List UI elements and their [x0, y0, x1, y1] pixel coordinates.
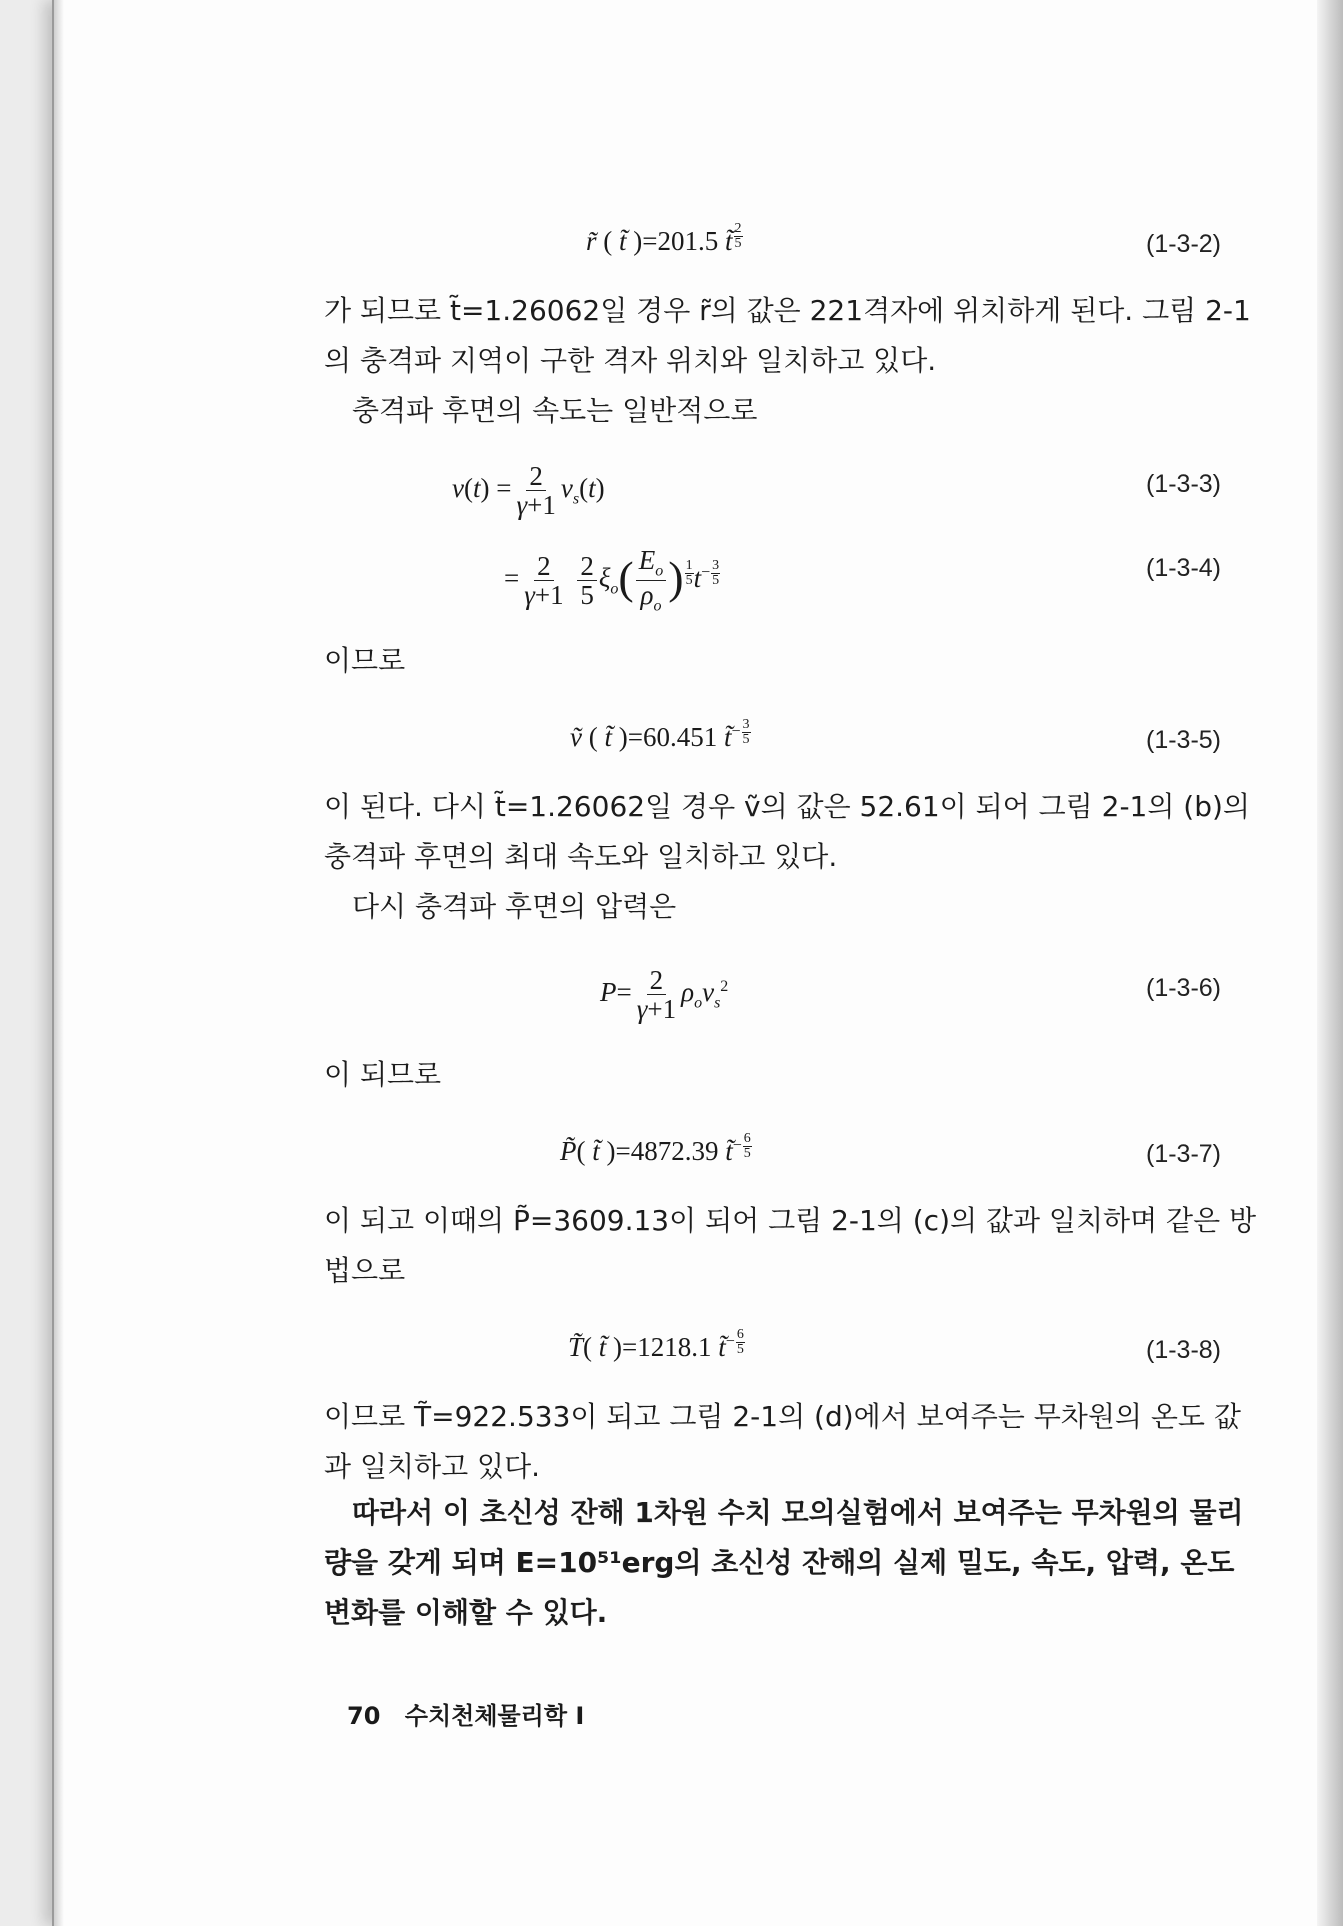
page-edge-shadow: [54, 0, 64, 1926]
equation-number: (1-3-6): [1146, 974, 1222, 1002]
paragraph-7: 이 되고 이때의 P̃=3609.13이 되어 그림 2-1의 (c)의 값과 일치하며 같은 방법으로: [324, 1204, 1257, 1287]
book-page: [52, 0, 1343, 1926]
paragraph-1: 가 되므로 t̃=1.26062일 경우 r̃의 값은 221격자에 위치하게 된다. 그림 2-1의 충격파 지역이 구한 격자 위치와 일치하고 있다.: [324, 294, 1251, 377]
paragraph-5: 다시 충격파 후면의 압력은: [352, 890, 677, 923]
equation-number: (1-3-8): [1146, 1336, 1222, 1364]
book-title: 수치천체물리학 Ⅰ: [404, 1702, 585, 1730]
page-number: 70: [347, 1702, 381, 1730]
equation-1-3-3: v(t) = $\frac{2}{\gamma+1}$ $v_s(t)$ (1-3-3): [452, 461, 1222, 521]
equation-number: (1-3-7): [1146, 1140, 1222, 1168]
equation-number: (1-3-4): [1146, 554, 1222, 582]
equation-1-3-7: P̃( t̃ )=4872.39 t̃− $\frac{6}{5}$ (1-3-7): [560, 1131, 1222, 1168]
book-spine-shadow: [1317, 0, 1343, 1926]
equation-number: (1-3-2): [1146, 230, 1222, 258]
equation-number: (1-3-3): [1146, 470, 1222, 498]
paragraph-9: 따라서 이 초신성 잔해 1차원 수치 모의실험에서 보여주는 무차원의 물리량을 갖게 되며 E=10⁵¹erg의 초신성 잔해의 실제 밀도, 속도, 압력, 온도 변화를 이해할 수 있다.: [324, 1496, 1244, 1629]
paragraph-4: 이 된다. 다시 t̃=1.26062일 경우 ṽ의 값은 52.61이 되어 그림 2-1의 (b)의 충격파 후면의 최대 속도와 일치하고 있다.: [324, 790, 1250, 873]
equation-1-3-5: ṽ ( t̃ )=60.451 t̃− $\frac{3}{5}$ (1-3-5): [570, 717, 1222, 754]
equation-1-3-4: = $\frac{2}{\gamma+1}$ $\frac{2}{5}$ $\xi_o$( $\frac{E_o}{\rho_o}$ ) $\frac{1}{5}$ t− $\frac{3}{5}$ (1-3-4): [504, 545, 1222, 615]
equation-1-3-8: T̃( t̃ )=1218.1 t̃− $\frac{6}{5}$ (1-3-8): [568, 1327, 1222, 1364]
equation-number: (1-3-5): [1146, 726, 1222, 754]
equation-1-3-2: r̃ ( t̃ )=201.5 t̃ $\frac{2}{5}$ (1-3-2): [586, 221, 1222, 258]
paragraph-6: 이 되므로: [324, 1058, 442, 1091]
paragraph-2: 충격파 후면의 속도는 일반적으로: [352, 394, 758, 427]
equation-1-3-6: P= $\frac{2}{\gamma+1}$ $\rho_ov_s^2$ (1-3-6): [600, 965, 1222, 1025]
paragraph-3: 이므로: [324, 644, 406, 677]
paragraph-8: 이므로 T̃=922.533이 되고 그림 2-1의 (d)에서 보여주는 무차원의 온도 값과 일치하고 있다.: [324, 1400, 1241, 1483]
page-footer: [347, 1696, 584, 1731]
